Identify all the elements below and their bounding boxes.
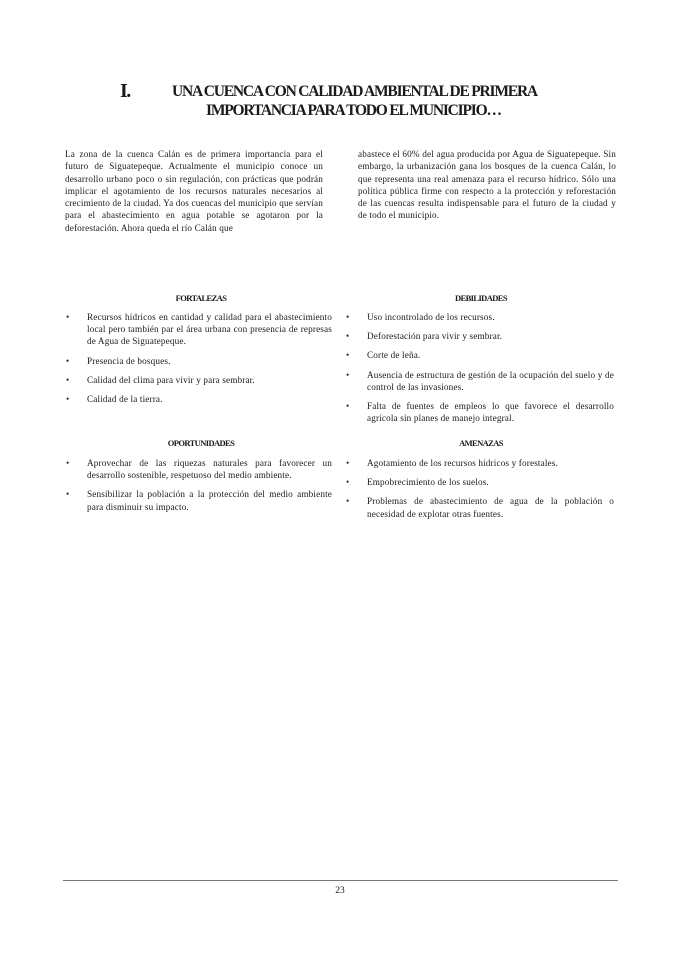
footer-divider — [63, 880, 618, 881]
fortalezas-list — [66, 311, 332, 412]
intro-paragraph-right: abastece el 60% del agua producida por Agua de Siguatepeque. Sin embargo, la urbanización gana los bosques de la cuenca Calán, lo que representa una real amenaza para el recurso hídrico. Sólo una política pública firme con respecto a la protección y reforestación de las cuencas resulta indispensable para el futuro de la ciudad y de todo el municipio. — [358, 149, 616, 221]
bullet-icon: • — [346, 312, 350, 322]
page-number: 23 — [335, 886, 345, 896]
bullet-icon: • — [346, 331, 350, 342]
section-title — [172, 82, 592, 120]
fortalezas-heading: FORTALEZAS — [175, 293, 227, 303]
list-item-text: Sensibilizar la población a la protección del medio ambiente para disminuir su impacto. — [87, 489, 332, 512]
bullet-icon: • — [66, 355, 70, 366]
list-item-text: Uso incontrolado de los recursos. — [367, 312, 495, 322]
list-item-text: Presencia de bosques. — [87, 355, 171, 366]
bullet-icon: • — [346, 496, 350, 507]
amenazas-list — [346, 457, 614, 527]
list-item — [346, 369, 614, 393]
list-item-text: Empobrecimiento de los suelos. — [367, 477, 489, 488]
section-number: I. — [120, 80, 130, 102]
list-item — [66, 374, 332, 386]
bullet-icon: • — [346, 477, 350, 488]
bullet-icon: • — [346, 458, 350, 468]
list-item — [346, 495, 614, 519]
list-item — [346, 311, 614, 323]
bullet-icon: • — [66, 312, 70, 322]
oportunidades-heading: OPORTUNIDADES — [167, 438, 235, 448]
list-item — [66, 393, 332, 405]
debilidades-heading: DEBILIDADES — [455, 293, 507, 303]
list-item-text: Aprovechar de las riquezas naturales para favorecer un desarrollo sostenible, respetuoso del medio ambiente. — [87, 458, 332, 481]
section-title-line-1: UNA CUENCA CON CALIDAD AMBIENTAL DE PRIMERA — [172, 83, 537, 100]
section-title-line-2: IMPORTANCIA PARA TODO EL MUNICIPIO… — [206, 102, 501, 119]
bullet-icon: • — [66, 394, 70, 405]
list-item — [66, 488, 332, 512]
list-item-text: Ausencia de estructura de gestión de la ocupación del suelo y de control de las invasiones. — [367, 369, 614, 392]
list-item — [346, 349, 614, 361]
list-item — [346, 400, 614, 424]
list-item — [346, 476, 614, 488]
bullet-icon: • — [66, 489, 70, 500]
list-item-text: Agotamiento de los recursos hídricos y forestales. — [367, 458, 558, 468]
list-item — [346, 330, 614, 342]
bullet-icon: • — [346, 350, 350, 361]
list-item-text: Recursos hídricos en cantidad y calidad para el abastecimiento local pero también par el área urbana con presencia de represas de Agua de Siguatepeque. — [87, 312, 332, 347]
list-item-text: Falta de fuentes de empleos lo que favorece el desarrollo agrícola sin planes de manejo integral. — [367, 401, 614, 424]
list-item-text: Calidad del clima para vivir y para sembrar. — [87, 374, 255, 385]
list-item — [66, 311, 332, 348]
bullet-icon: • — [66, 458, 70, 468]
bullet-icon: • — [66, 374, 70, 385]
list-item-text: Calidad de la tierra. — [87, 394, 163, 405]
oportunidades-list — [66, 457, 332, 520]
amenazas-heading: AMENAZAS — [459, 438, 503, 448]
list-item-text: Corte de leña. — [367, 350, 421, 361]
list-item — [66, 355, 332, 367]
list-item-text: Deforestación para vivir y sembrar. — [367, 331, 503, 342]
bullet-icon: • — [346, 369, 350, 380]
bullet-icon: • — [346, 401, 350, 412]
list-item — [66, 457, 332, 481]
list-item-text: Problemas de abastecimiento de agua de la población o necesidad de explotar otras fuentes. — [367, 496, 614, 519]
list-item — [346, 457, 614, 469]
intro-paragraph-left: La zona de la cuenca Calán es de primera importancia para el futuro de Siguatepeque. Actualmente el municipio conoce un desarrollo urbano poco o sin regulación, con prácticas que podrán implicar el agotamiento de los recursos naturales necesarios al crecimiento de la ciudad. Ya dos cuencas del municipio que servían para el abastecimiento en agua potable se agotaron por la deforestación. Ahora queda el río Calán que — [65, 149, 323, 233]
debilidades-list — [346, 311, 614, 431]
